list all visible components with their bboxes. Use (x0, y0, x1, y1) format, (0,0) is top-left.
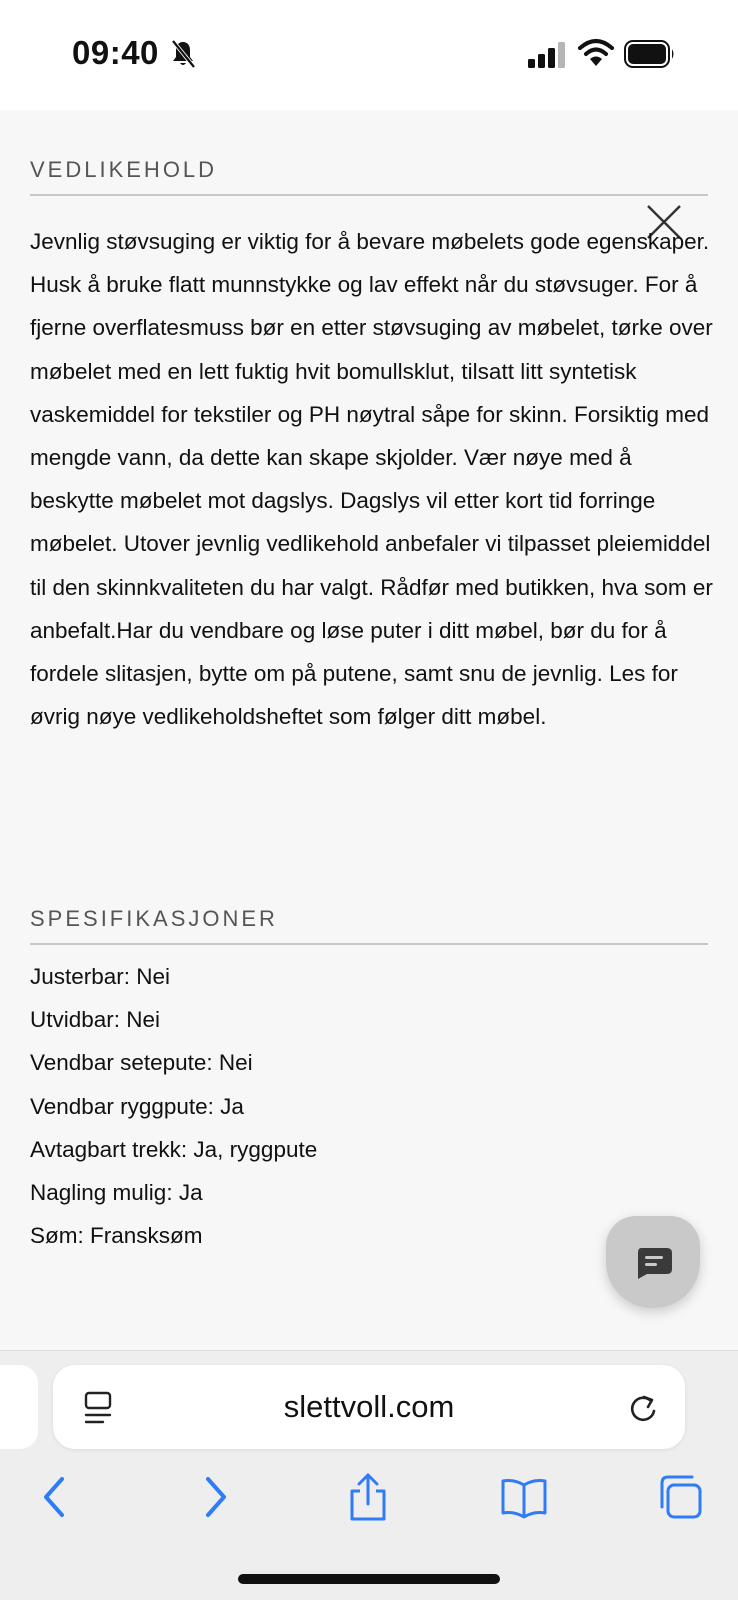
home-indicator[interactable] (238, 1574, 500, 1584)
reload-icon[interactable] (627, 1391, 659, 1425)
spec-item: Vendbar setepute: Nei (30, 1050, 253, 1076)
spec-item: Søm: Fransksøm (30, 1223, 203, 1249)
spec-item: Nagling mulig: Ja (30, 1180, 203, 1206)
page-content (0, 110, 738, 1350)
bookmarks-icon[interactable] (500, 1473, 548, 1521)
spec-item: Avtagbart trekk: Ja, ryggpute (30, 1136, 318, 1162)
wifi-icon (578, 38, 614, 68)
maintenance-title: VEDLIKEHOLD (30, 157, 218, 182)
forward-icon[interactable] (190, 1473, 238, 1521)
specifications-list (30, 955, 630, 1257)
specifications-title: SPESIFIKASJONER (30, 906, 278, 931)
reader-mode-icon[interactable] (83, 1391, 115, 1425)
url-text[interactable]: slettvoll.com (283, 1389, 455, 1424)
maintenance-text: Jevnlig støvsuging er viktig for å bevare møbelets gode egenskaper. Husk å bruke flatt munnstykke og lav effekt når du støvsuger. For å fjerne overflatesmuss bør en etter støvsuging av møbelet, tørke over møbelet med en lett fuktig hvit bomullsklut, tilsatt litt syntetisk vaskemiddel for tekstiler og PH nøytral såpe for skinn. Forsiktig med mengde vann, da dette kan skape skjolder. Vær nøye med å beskytte møbelet mot dagslys. Dagslys vil etter kort tid forringe møbelet. Utover jevnlig vedlikehold anbefaler vi tilpasset pleiemiddel til den skinnkvaliteten du har valgt. Rådfør med butikken, hva som er anbefalt.Har du vendbare og løse puter i ditt møbel, bør du for å fordele slitasjen, bytte om på putene, samt snu de jevnlig. Les for øvrig nøye vedlikeholdsheftet som følger ditt møbel. (30, 229, 713, 730)
maintenance-divider (30, 194, 708, 196)
specifications-divider (30, 943, 708, 945)
spec-item: Justerbar: Nei (30, 964, 171, 989)
address-bar[interactable] (53, 1365, 685, 1449)
browser-toolbar (0, 1350, 738, 1600)
chat-icon (635, 1246, 673, 1280)
battery-icon (624, 40, 676, 68)
status-time: 09:40 (72, 34, 159, 71)
share-icon[interactable] (344, 1473, 392, 1521)
previous-tab-preview[interactable] (0, 1365, 38, 1449)
back-icon[interactable] (32, 1473, 80, 1521)
spec-item: Utvidbar: Nei (30, 1007, 161, 1033)
status-bar (0, 0, 738, 110)
chat-button[interactable] (606, 1216, 700, 1308)
signal-icon (528, 42, 566, 68)
bell-slash-icon (170, 39, 196, 69)
tabs-icon[interactable] (656, 1473, 704, 1521)
spec-item: Vendbar ryggpute: Ja (30, 1093, 244, 1119)
